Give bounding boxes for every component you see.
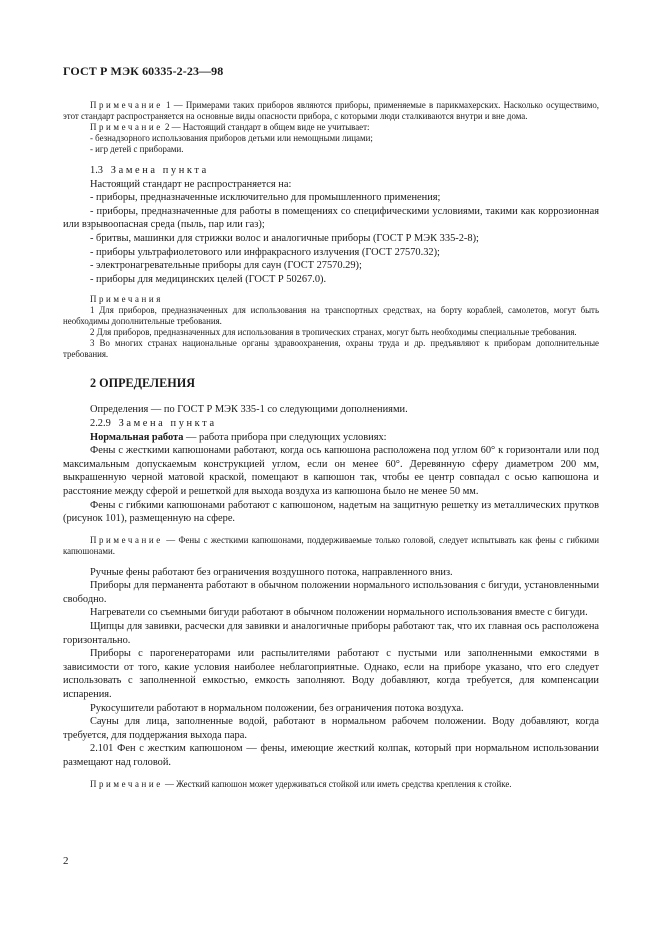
- section-heading: 1.3 Замена пункта: [90, 165, 209, 176]
- term-definition: Нормальная работа — работа прибора при следующих условиях:: [90, 431, 387, 443]
- note-2-item: - игр детей с приборами.: [90, 144, 184, 154]
- paragraph: Приборы для перманента работают в обычном положении нормального использования с бигуди, установленными свободно.: [63, 580, 599, 605]
- note-item: 3 Во многих странах национальные органы здравоохранения, охраны труда и др. предъявляют к приборам дополнительные требования.: [63, 338, 599, 360]
- note-label: Примечание: [90, 122, 163, 132]
- list-item: - приборы, предназначенные для работы в помещениях со специфическими условиями, такими как коррозионная или взрывоопасная среда (пыль, пар или газ);: [63, 205, 599, 231]
- paragraph: Приборы с парогенераторами или распылителями работают с пустыми или заполненными емкостями в зависимости от того, какие условия наиболее неблагоприятные. Однако, если на приборе указано, что его следует использовать с заполненной емкостью, емкость заполняют. Воду добавляют, когда требуется, для компенсации испарения.: [63, 648, 599, 701]
- subsection-heading: 2.2.9 Замена пункта: [90, 417, 217, 429]
- term: Нормальная работа: [90, 431, 184, 443]
- list-item: - приборы ультрафиолетового или инфракрасного излучения (ГОСТ 27570.32);: [90, 246, 440, 258]
- note-2-item: - безнадзорного использования приборов детьми или немощными лицами;: [90, 133, 373, 143]
- note-1: Примечание 1 — Примерами таких приборов являются приборы, применяемые в парикмахерских. Насколько осуществимо, этот стандарт распространяется на основные виды опасности прибора, с которыми люди сталкиваются внутри и вне дома.: [63, 100, 600, 121]
- paragraph: Щипцы для завивки, расчески для завивки и аналогичные приборы работают так, что их главная ось расположена горизонтально.: [63, 621, 599, 646]
- paragraph: Фены с гибкими капюшонами работают с капюшоном, надетым на защитную решетку из металлических прутков (рисунок 101), размещенную на сфере.: [63, 499, 599, 525]
- document-header: ГОСТ Р МЭК 60335-2-23—98: [63, 64, 224, 78]
- paragraph: Фены с жесткими капюшонами работают, когда ось капюшона расположена под углом 60° к горизонтали или под максимальным допускаемым конструкцией углом, если он менее 60°. Деревянную сферу диаметром 200 мм, выкрашенную черной матовой краской, помещают в капюшон так, чтобы ее центр совпадал с осью капюшона и расстояние между сферой и решеткой для выхода воздуха из капюшона было не менее 50 мм.: [63, 445, 599, 497]
- note-item: 1 Для приборов, предназначенных для использования на транспортных средствах, на борту кораблей, самолетов, могут быть необходимы дополнительные требования.: [63, 305, 599, 327]
- note-label: Примечание: [90, 100, 163, 110]
- paragraph: Нагреватели со съемными бигуди работают в обычном положении нормального использования вместе с бигуди.: [90, 607, 588, 619]
- note-label: Примечание: [90, 534, 163, 545]
- page-content: [63, 100, 599, 790]
- definitions-intro: Определения — по ГОСТ Р МЭК 335-1 со следующими дополнениями.: [90, 404, 408, 416]
- note-label: Примечание: [90, 778, 163, 789]
- note-item: 2 Для приборов, предназначенных для использования в тропических странах, могут быть необходимы специальные требования.: [90, 327, 577, 338]
- paragraph: 2.101 Фен с жестким капюшоном — фены, имеющие жесткий колпак, который при нормальном использовании размещают над головой.: [63, 743, 599, 768]
- note: Примечание — Фены с жесткими капюшонами, поддерживаемые только головой, следует испытывать как фены с гибкими капюшонами.: [63, 534, 599, 556]
- list-item: - приборы для медицинских целей (ГОСТ Р 50267.0).: [90, 273, 327, 285]
- list-item: - бритвы, машинки для стрижки волос и аналогичные приборы (ГОСТ Р МЭК 335-2-8);: [90, 232, 479, 244]
- page-number: 2: [63, 855, 69, 867]
- paragraph: Рукосушители работают в нормальном положении, без ограничения потока воздуха.: [90, 702, 464, 714]
- note-2: Примечание 2 — Настоящий стандарт в общем виде не учитывает:: [90, 122, 370, 132]
- paragraph: Ручные фены работают без ограничения воздушного потока, направленного вниз.: [90, 566, 453, 578]
- paragraph: Сауны для лица, заполненные водой, работают в нормальном рабочем положении. Воду добавляют, когда требуется, для поддержания выхода пара.: [63, 716, 599, 741]
- notes-label: Примечания: [90, 294, 163, 305]
- section-title: 2 ОПРЕДЕЛЕНИЯ: [90, 376, 195, 391]
- note: Примечание — Жесткий капюшон может удерживаться стойкой или иметь средства крепления к стойке.: [90, 778, 512, 789]
- list-item: - электронагревательные приборы для саун (ГОСТ 27570.29);: [90, 260, 362, 272]
- list-item: - приборы, предназначенные исключительно для промышленного применения;: [90, 192, 441, 204]
- section-intro: Настоящий стандарт не распространяется на:: [90, 178, 292, 190]
